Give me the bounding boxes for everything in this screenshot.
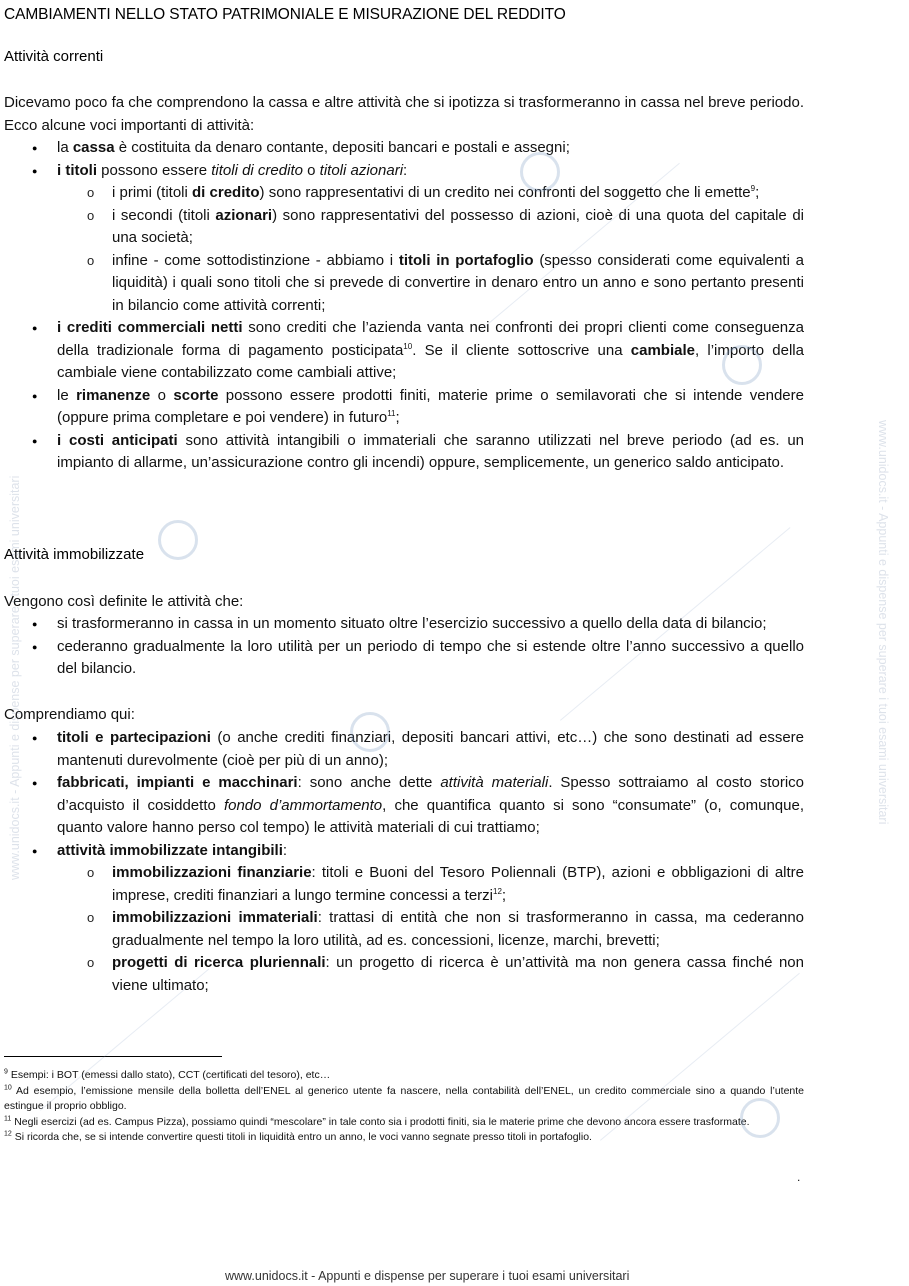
sub-list-titoli [57, 182, 804, 317]
list-item-crediti: ● i crediti commerciali netti sono crediti che l’azienda vanta nei confronti dei propri clienti come conseguenza della tradizionale forma di pagamento posticipata$^{10}$. Se il cliente sottoscrive una cambiale, l’importo della cambiale viene contabilizzato come cambiali attive; [4, 317, 804, 385]
bullet-list-definizione [4, 613, 804, 681]
comprendiamo-paragraph: Comprendiamo qui: [4, 706, 135, 723]
sub-list-item: o i primi (titoli di credito) sono rappresentativi di un credito nei confronti del soggetto che li emette$^9$; [57, 182, 804, 205]
sub-list-item: o i secondi (titoli azionari) sono rappresentativi del possesso di azioni, cioè di una quota del capitale di una società; [57, 205, 804, 250]
watermark-logo-icon [722, 345, 762, 385]
watermark-logo-icon [520, 152, 560, 192]
list-item-partecipazioni: ● titoli e partecipazioni (o anche crediti finanziari, depositi bancari attivi, etc…) che sono destinati ad essere mantenuti durevolmente (cioè per più di un anno); [4, 727, 804, 772]
watermark-right: www.unidocs.it - Appunti e dispense per superare i tuoi esami universitari [876, 420, 890, 825]
footnote-11: $^{11}$ Negli esercizi (ad es. Campus Pizza), possiamo quindi “mescolare” in tale conto sia i prodotti finiti, sia le materie prime che devono ancora essere trasformate. [4, 1115, 750, 1128]
list-item-intangibili: ● attività immobilizzate intangibili: o immobilizzazioni finanziarie: titoli e Buoni del Tesoro Poliennali (BTP), azioni e obbligazioni di altre imprese, crediti finanziari a lungo termine concessi a terzi$^{12}$; o immobilizzazioni immateriali: trattasi di entità che non si trasformeranno in cassa, ma cederanno gradualmente nel tempo la loro utilità, ad es. concessioni, licenze, marchi, brevetti; o progetti di ricerca pluriennali: un progetto di ricerca è un’attività ma non genera cassa finché non viene ultimato; [4, 840, 804, 998]
list-item-cassa: ● la cassa è costituita da denaro contante, depositi bancari e postali e assegni; [4, 137, 804, 160]
bullet-list-immobilizzate [4, 727, 804, 997]
page-title: CAMBIAMENTI NELLO STATO PATRIMONIALE E MISURAZIONE DEL REDDITO [4, 6, 566, 23]
section-heading-correnti: Attività correnti [4, 48, 104, 65]
footnote-10: $^{10}$ Ad esempio, l’emissione mensile della bolletta dell’ENEL al generico utente fa nascere, nella contabilità dell’ENEL, un credito commerciale sino a quando l’utente estingue il proprio obbligo. [4, 1084, 805, 1112]
watermark-bottom: www.unidocs.it - Appunti e dispense per superare i tuoi esami universitari [225, 1269, 630, 1283]
watermark-logo-icon [350, 712, 390, 752]
intro-paragraph-correnti: Dicevamo poco fa che comprendono la cassa e altre attività che si ipotizza si trasformeranno in cassa nel breve periodo. Ecco alcune voci importanti di attività: [4, 94, 804, 134]
page-dot: . [797, 1170, 801, 1184]
bullet-list-correnti [4, 137, 804, 475]
footnote-divider [4, 1056, 222, 1057]
list-item-titoli: ● i titoli possono essere titoli di credito o titoli azionari: o i primi (titoli di credito) sono rappresentativi di un credito nei confronti del soggetto che li emette$^9$; o i secondi (titoli azionari) sono rappresentativi del possesso di azioni, cioè di una quota del capitale di una società; o infine - come sottodistinzione - abbiamo i titoli in portafoglio (spesso considerati come equivalenti a liquidità) i quali sono titoli che si prevede di convertire in denaro entro un anno e sono pertanto presenti in bilancio come attività correnti; [4, 160, 804, 318]
list-item-costi: ● i costi anticipati sono attività intangibili o immateriali che saranno utilizzati nel breve periodo (ad es. un impianto di allarme, un’assicurazione contro gli incendi) oppure, semplicemente, un generico saldo anticipato. [4, 430, 804, 475]
section-heading-immobilizzate: Attività immobilizzate [4, 546, 145, 563]
footnote-9: $^9$ Esempi: i BOT (emessi dallo stato), CCT (certificati del tesoro), etc… [4, 1068, 331, 1081]
watermark-logo-icon [158, 520, 198, 560]
footnote-12: $^{12}$ Si ricorda che, se si intende convertire questi titoli in liquidità entro un anno, le voci vanno segnate presso titoli in portafoglio. [4, 1130, 592, 1143]
sub-list-item: o immobilizzazioni finanziarie: titoli e Buoni del Tesoro Poliennali (BTP), azioni e obbligazioni di altre imprese, crediti finanziari a lungo termine concessi a terzi$^{12}$; [57, 862, 804, 907]
list-item-fabbricati: ● fabbricati, impianti e macchinari: sono anche dette attività materiali. Spesso sottraiamo al costo storico d’acquisto il cosiddetto fondo d’ammortamento, che quantifica quanto si sono “consumate” (o, comunque, quanto valore hanno perso col tempo) le attività materiali di cui trattiamo; [4, 772, 804, 840]
watermark-logo-icon [740, 1098, 780, 1138]
sub-list-item: o progetti di ricerca pluriennali: un progetto di ricerca è un’attività ma non genera cassa finché non viene ultimato; [57, 952, 804, 997]
intro-paragraph-immobilizzate: Vengono così definite le attività che: [4, 593, 244, 610]
list-item-rimanenze: ● le rimanenze o scorte possono essere prodotti finiti, materie prime o semilavorati che si intende vendere (oppure prima completare e poi vendere) in futuro$^{11}$; [4, 385, 804, 430]
sub-list-intangibili [57, 862, 804, 997]
footnotes [4, 1068, 804, 1146]
sub-list-item: o immobilizzazioni immateriali: trattasi di entità che non si trasformeranno in cassa, ma cederanno gradualmente nel tempo la loro utilità, ad es. concessioni, licenze, marchi, brevetti; [57, 907, 804, 952]
watermark-left: www.unidocs.it - Appunti e dispense per superare i tuoi esami universitari [8, 475, 22, 880]
list-item: ● si trasformeranno in cassa in un momento situato oltre l’esercizio successivo a quello della data di bilancio; [4, 613, 804, 636]
list-item: ● cederanno gradualmente la loro utilità per un periodo di tempo che si estende oltre l’anno successivo a quello del bilancio. [4, 636, 804, 681]
sub-list-item: o infine - come sottodistinzione - abbiamo i titoli in portafoglio (spesso considerati come equivalenti a liquidità) i quali sono titoli che si prevede di convertire in denaro entro un anno e sono pertanto presenti in bilancio come attività correnti; [57, 250, 804, 318]
